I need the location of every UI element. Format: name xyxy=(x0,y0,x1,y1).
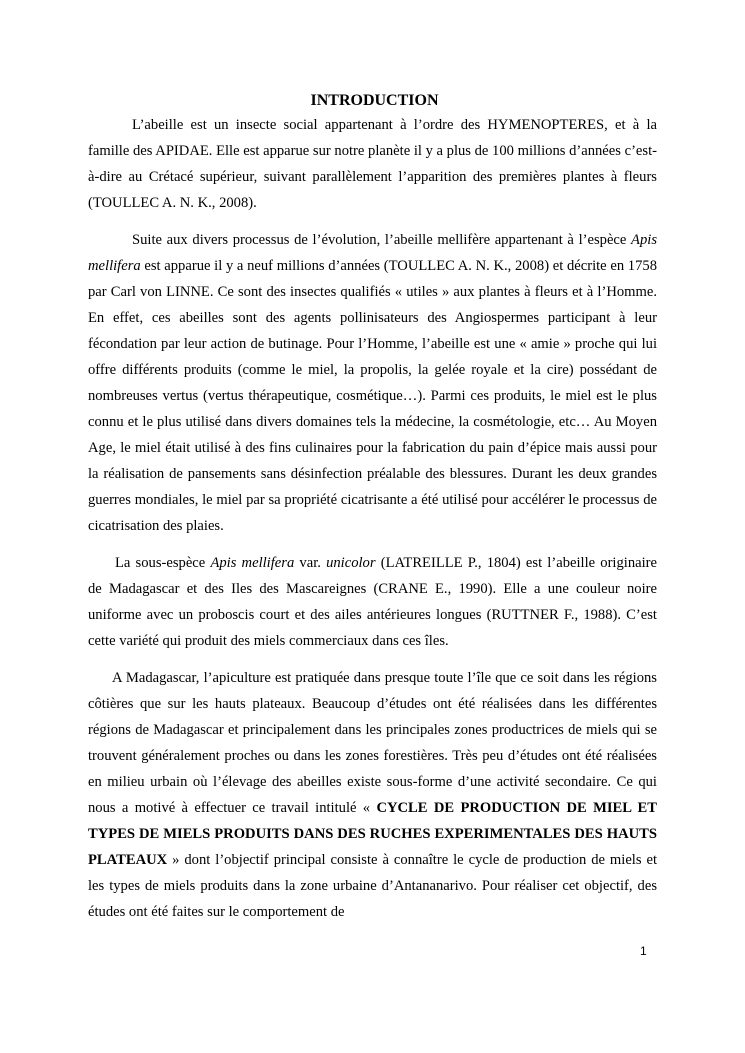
document-page xyxy=(88,90,657,925)
paragraph-3-start: La sous-espèce xyxy=(115,555,211,571)
paragraph-3-mid: var. xyxy=(294,555,327,571)
paragraph-3-rest: (LATREILLE P., 1804) est l’abeille originaire de Madagascar et des Iles des Mascareignes (CRANE E., 1990). Elle a une couleur noire uniforme avec un proboscis court et des ailes antérieures longues (RUTTNER F., 1988). C’est cette variété qui produit des miels commerciaux dans ces îles. xyxy=(88,555,658,649)
work-title: CYCLE DE PRODUCTION DE MIEL ET TYPES DE MIELS PRODUITS DANS DES RUCHES EXPERIMENTALES DES HAUTS PLATEAUX xyxy=(88,800,658,868)
paragraph-4 xyxy=(88,665,657,925)
paragraph-1 xyxy=(88,112,657,216)
paragraph-1-text: L’abeille est un insecte social appartenant à l’ordre des HYMENOPTERES, et à la famille des APIDAE. Elle est apparue sur notre planète il y a plus de 100 millions d’années c’est-à-dire au Crétacé supérieur, suivant parallèlement l’apparition des premières plantes à fleurs (TOULLEC A. N. K., 2008). xyxy=(88,117,657,211)
page-title: INTRODUCTION xyxy=(310,92,439,109)
species-name: Apis mellifera xyxy=(88,232,657,274)
species-name: Apis mellifera xyxy=(210,555,295,571)
paragraph-2 xyxy=(88,227,657,539)
paragraph-2-rest: est apparue il y a neuf millions d’années (TOULLEC A. N. K., 2008) et décrite en 1758 par Carl von LINNE. Ce sont des insectes qualifiés « utiles » aux plantes à fleurs et à l’Homme. En effet, ces abeilles sont des agents pollinisateurs des Angiospermes participant à leur fécondation par leur action de butinage. Pour l’Homme, l’abeille est une « amie » proche qui lui offre différents produits (comme le miel, la propolis, la gelée royale et la cire) possédant de nombreuses vertus (vertus thérapeutique, cosmétique…). Parmi ces produits, le miel est le plus connu et le plus utilisé dans divers domaines tels la médecine, la cosmétologie, etc… Au Moyen Age, le miel était utilisé à des fins culinaires pour la fabrication du pain d’épice mais aussi pour la réalisation de pansements sans désinfection préalable des blessures. Durant les deux grandes guerres mondiales, le miel par sa propriété cicatrisante a été utilisé pour accélérer le processus de cicatrisation des plaies. xyxy=(88,258,657,534)
paragraph-4-rest: » dont l’objectif principal consiste à connaître le cycle de production de miels et les types de miels produits dans la zone urbaine d’Antananarivo. Pour réaliser cet objectif, des études ont été faites sur le comportement de xyxy=(88,852,657,920)
paragraph-4-start: A Madagascar, l’apiculture est pratiquée dans presque toute l’île que ce soit dans les régions côtières que sur les hauts plateaux. Beaucoup d’études ont été réalisées dans les différentes régions de Madagascar et principalement dans les principales zones productrices de miels qui se trouvent généralement proches ou dans les zones forestières. Très peu d’études ont été réalisées en milieu urbain où l’élevage des abeilles existe sous-forme d’une activité secondaire. Ce qui nous a motivé à effectuer ce travail intitulé « xyxy=(88,670,657,816)
paragraph-3 xyxy=(88,550,657,654)
page-number: 1 xyxy=(640,944,647,958)
paragraph-2-start: Suite aux divers processus de l’évolution, l’abeille mellifère appartenant à l’espèce xyxy=(132,232,632,248)
variety-name: unicolor xyxy=(326,555,376,571)
